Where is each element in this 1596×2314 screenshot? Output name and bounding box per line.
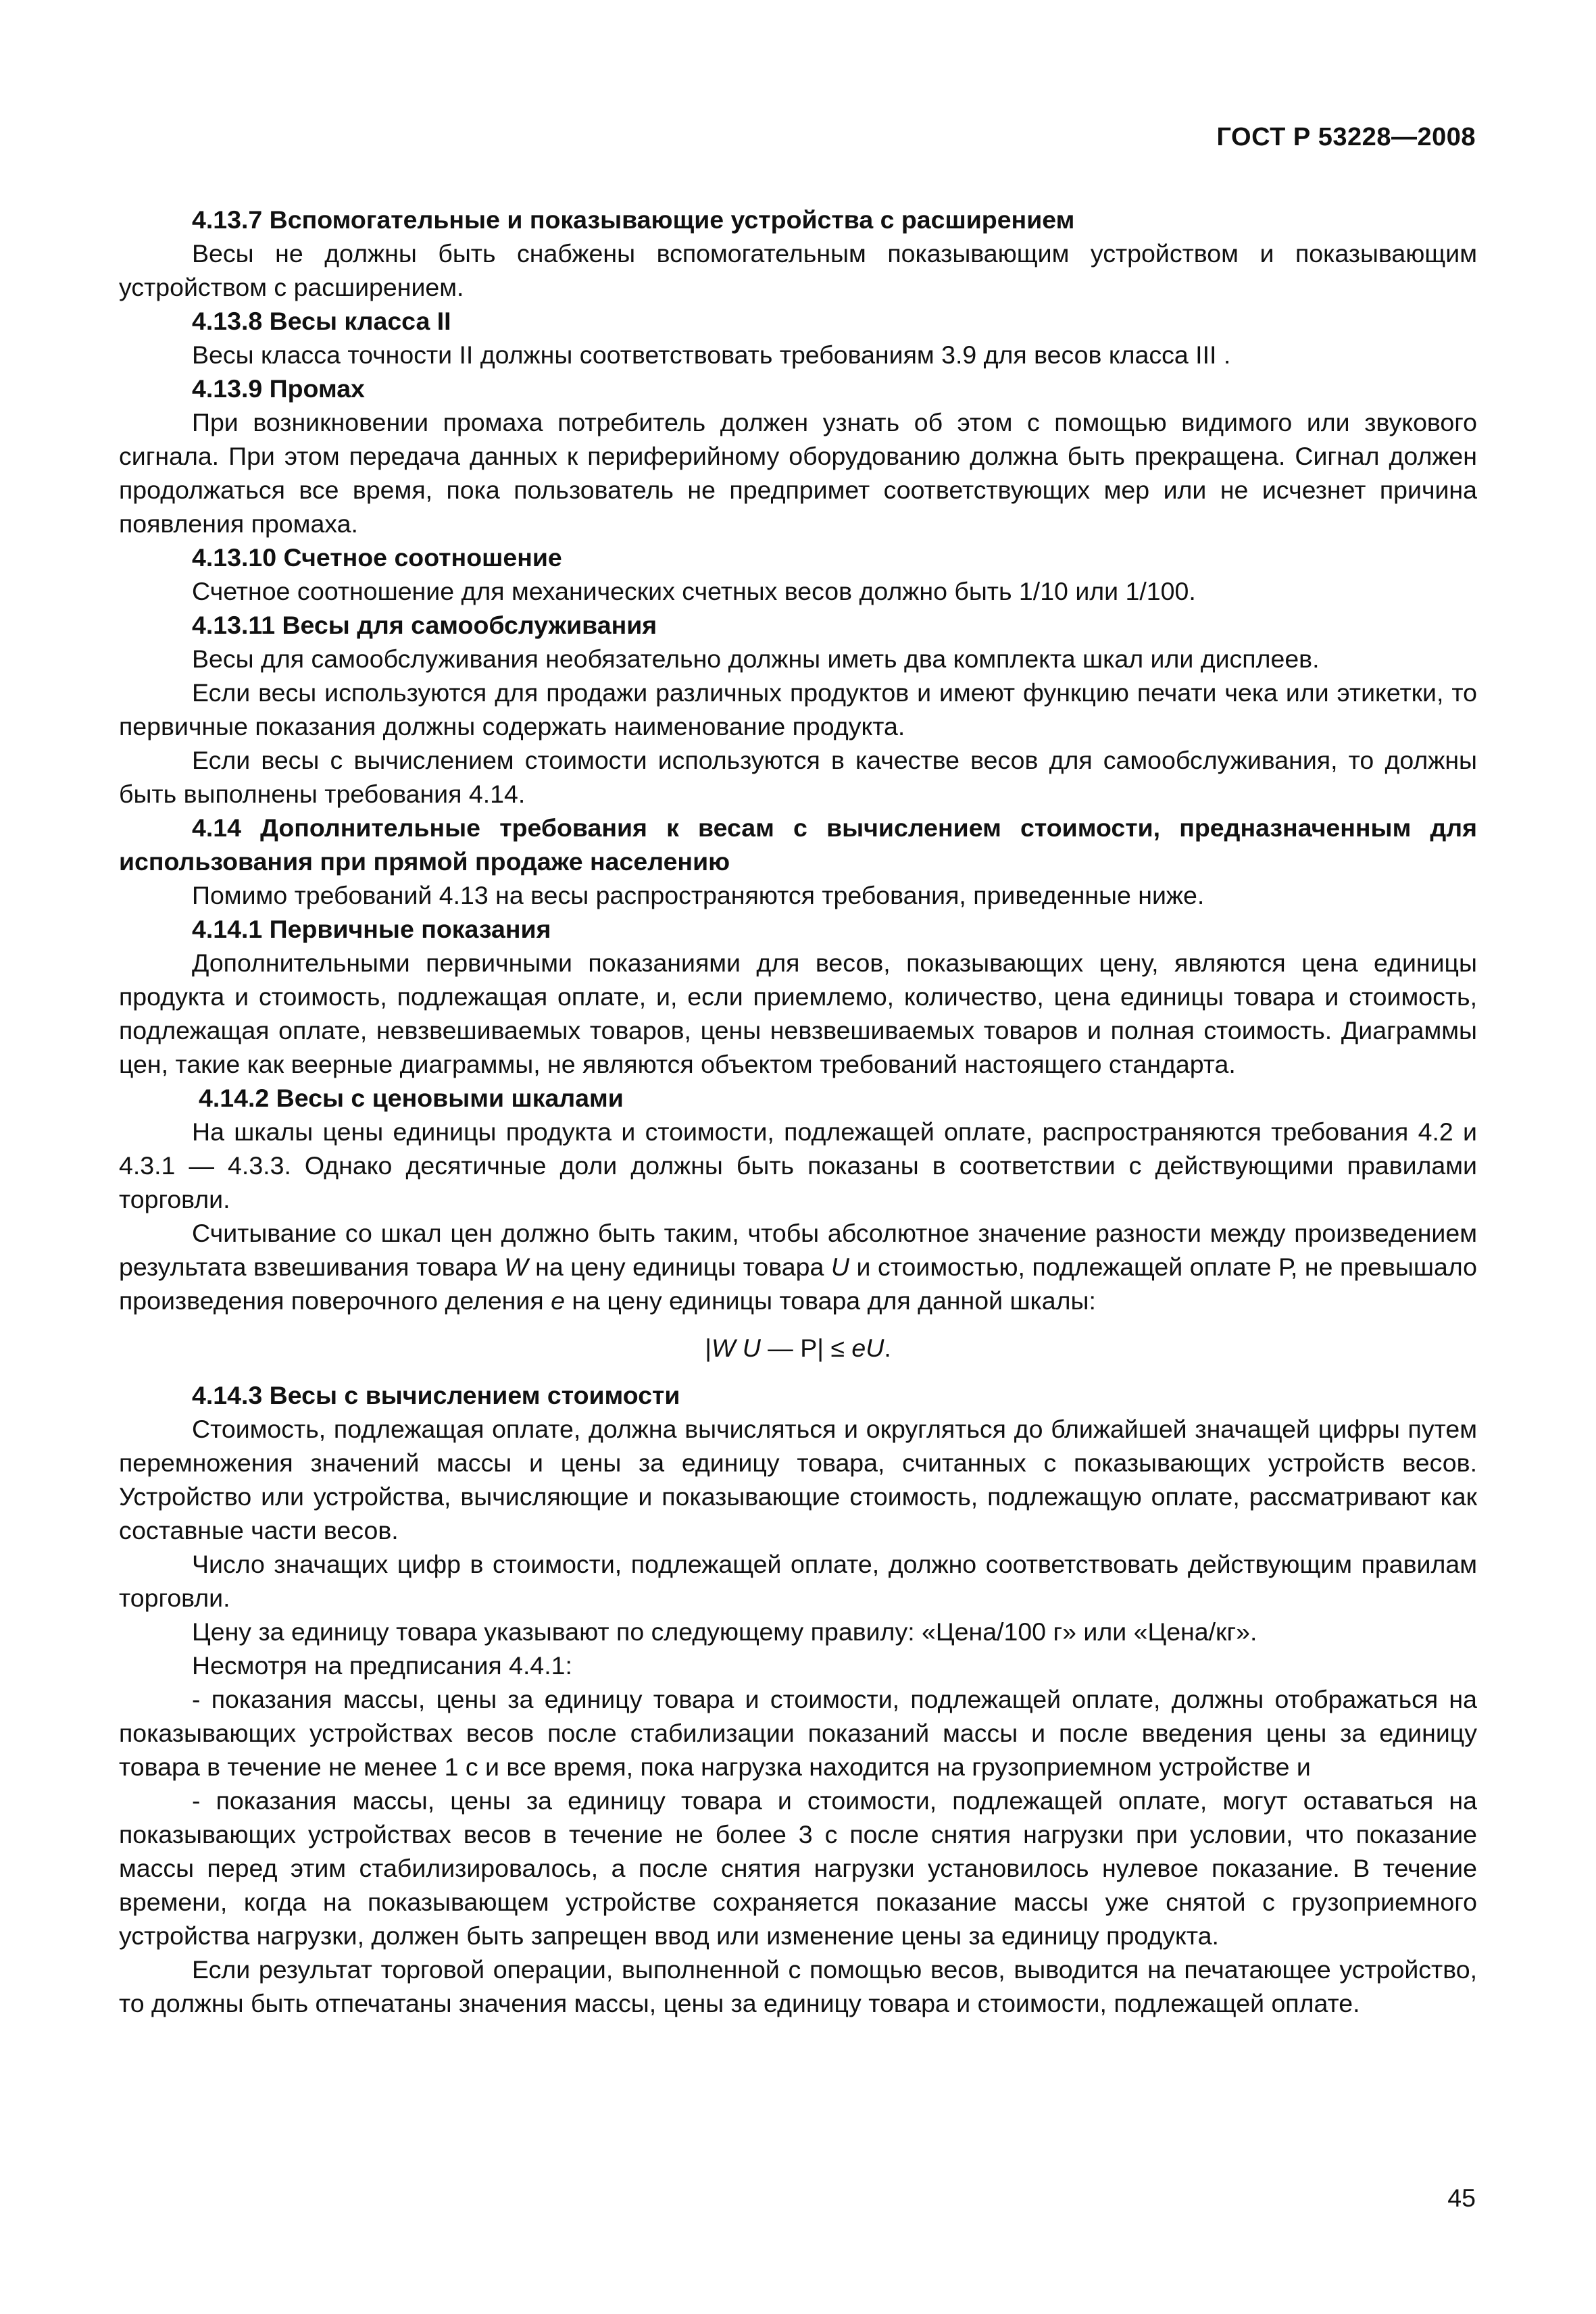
section-heading: 4.13.7 Вспомогательные и показывающие устройства с расширением: [192, 205, 1075, 234]
paragraph: Несмотря на предписания 4.4.1:: [192, 1651, 572, 1680]
text-run: .: [884, 1334, 891, 1362]
paragraph: Число значащих цифр в стоимости, подлежащей оплате, должно соответствовать действующим правилам торговли.: [119, 1550, 1477, 1612]
paragraph: [119, 1216, 1477, 1317]
section-heading: 4.13.10 Счетное соотношение: [192, 543, 562, 572]
section-heading: 4.13.11 Весы для самообслуживания: [192, 611, 657, 639]
document-number: ГОСТ Р 53228—2008: [1216, 123, 1476, 151]
section-heading: 4.14.3 Весы с вычислением стоимости: [192, 1381, 680, 1409]
paragraph: Если весы используются для продажи различных продуктов и имеют функцию печати чека или этикетки, то первичные показания должны содержать наименование продукта.: [119, 678, 1477, 740]
text-run: на цену единицы товара: [528, 1253, 831, 1281]
page-number: 45: [1447, 2184, 1476, 2212]
italic-symbol: eU: [851, 1334, 884, 1362]
text-run: — Р| ≤: [760, 1334, 852, 1362]
section-heading: 4.14 Дополнительные требования к весам с вычислением стоимости, предназначенным для использования при прямой продаже населению: [119, 813, 1477, 876]
paragraph: - показания массы, цены за единицу товара и стоимости, подлежащей оплате, могут оставаться на показывающих устройствах весов в течение не более 3 с после снятия нагрузки при условии, что показание массы перед этим стабилизировалось, а после снятия нагрузки установилось нулевое показание. В течение времени, когда на показывающем устройстве сохраняется показание массы уже снятой с грузоприемного устройства нагрузки, должен быть запрещен ввод или изменение цены за единицу продукта.: [119, 1786, 1477, 1950]
italic-symbol: W: [504, 1253, 528, 1281]
formula: [119, 1331, 1477, 1365]
paragraph: Дополнительными первичными показаниями для весов, показывающих цену, являются цена единицы продукта и стоимость, подлежащая оплате, и, если приемлемо, количество, цена единицы товара и стоимость, подлежащая оплате, невзвешиваемых товаров, цены невзвешиваемых товаров и полная стоимость. Диаграммы цен, такие как веерные диаграммы, не являются объектом требований настоящего стандарта.: [119, 949, 1477, 1078]
italic-symbol: W U: [711, 1334, 761, 1362]
paragraph: Цену за единицу товара указывают по следующему правилу: «Цена/100 г» или «Цена/кг».: [192, 1617, 1257, 1646]
paragraph: На шкалы цены единицы продукта и стоимости, подлежащей оплате, распространяются требования 4.2 и 4.3.1 — 4.3.3. Однако десятичные доли должны быть показаны в соответствии с действующими правилами торговли.: [119, 1117, 1477, 1213]
paragraph: При возникновении промаха потребитель должен узнать об этом с помощью видимого или звукового сигнала. При этом передача данных к периферийному оборудованию должна быть прекращена. Сигнал должен продолжаться все время, пока пользователь не предпримет соответствующих мер или не исчезнет причина появления промаха.: [119, 408, 1477, 538]
section-heading: 4.13.9 Промах: [192, 374, 365, 403]
paragraph: Весы не должны быть снабжены вспомогательным показывающим устройством и показывающим устройством с расширением.: [119, 239, 1477, 301]
section-heading: 4.14.1 Первичные показания: [192, 915, 551, 943]
paragraph: - показания массы, цены за единицу товара и стоимости, подлежащей оплате, должны отображаться на показывающих устройствах весов после стабилизации показаний массы и после введения цены за единицу товара в течение не менее 1 с и все время, пока нагрузка находится на грузоприемном устройстве и: [119, 1685, 1477, 1781]
section-heading: 4.13.8 Весы класса II: [192, 307, 451, 335]
paragraph: Стоимость, подлежащая оплате, должна вычисляться и округляться до ближайшей значащей цифры путем перемножения значений массы и цены за единицу товара, считанных с показывающих устройств весов. Устройство или устройства, вычисляющие и показывающие стоимость, подлежащую оплате, рассматривают как составные части весов.: [119, 1415, 1477, 1544]
text-run: Считывание со шкал цен должно быть таким, чтобы абсолютное значение разности между произведением результата взвешивания товара: [119, 1219, 1477, 1281]
text-run: |: [705, 1334, 712, 1362]
italic-symbol: U: [830, 1253, 849, 1281]
document-body: [119, 203, 1477, 2020]
text-run: на цену единицы товара для данной шкалы:: [564, 1286, 1096, 1315]
paragraph: Счетное соотношение для механических счетных весов должно быть 1/10 или 1/100.: [192, 577, 1196, 605]
paragraph: Весы для самообслуживания необязательно должны иметь два комплекта шкал или дисплеев.: [192, 645, 1320, 673]
italic-symbol: е: [551, 1286, 565, 1315]
text-run: и стоимостью, подлежащей оплате Р, не превышало произведения поверочного деления: [119, 1253, 1477, 1315]
paragraph: Если результат торговой операции, выполненной с помощью весов, выводится на печатающее устройство, то должны быть отпечатаны значения массы, цены за единицу товара и стоимости, подлежащей оплате.: [119, 1955, 1477, 2017]
paragraph: Весы класса точности II должны соответствовать требованиям 3.9 для весов класса III .: [192, 341, 1231, 369]
section-heading: 4.14.2 Весы с ценовыми шкалами: [199, 1084, 624, 1112]
paragraph: Если весы с вычислением стоимости используются в качестве весов для самообслуживания, то должны быть выполнены требования 4.14.: [119, 746, 1477, 808]
paragraph: Помимо требований 4.13 на весы распространяются требования, приведенные ниже.: [192, 881, 1205, 909]
